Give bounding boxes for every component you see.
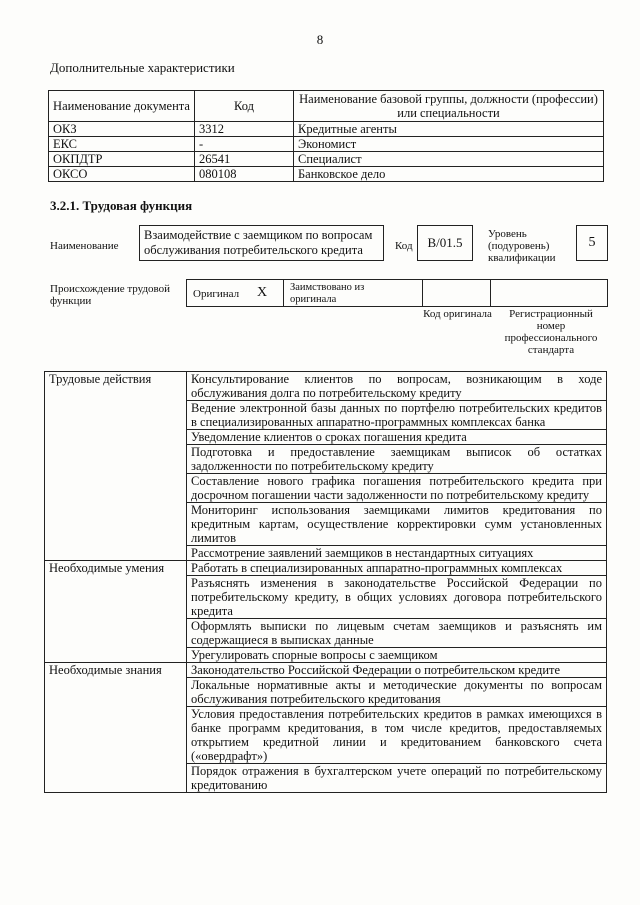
table-cell: Ведение электронной базы данных по портфелю потребительских кредитов в специализированных аппаратно-программных комплексах банка (187, 401, 607, 430)
table-cell: ОКПДТР (49, 152, 195, 167)
table-row (49, 137, 604, 152)
borrowed-label: Заимствовано из оригинала (290, 282, 365, 305)
qualification-level-label: Уровень (подуровень) квалификации (488, 228, 556, 264)
table-row (45, 663, 607, 678)
function-code-box: В/01.5 (417, 225, 473, 261)
table-cell: Локальные нормативные акты и методические документы по вопросам обслуживания потребительского кредитования (187, 678, 607, 707)
table-cell: Подготовка и предоставление заемщикам выписок об остатках задолженности по потребительскому кредиту (187, 445, 607, 474)
divider (422, 279, 423, 307)
labor-function-title: 3.2.1. Трудовая функция (50, 198, 193, 213)
header-group-name: Наименование базовой группы, должности (профессии) или специальности (294, 91, 604, 122)
table-cell: Мониторинг использования заемщиками лимитов кредитования по кредитным картам, осуществление корректировки сумм установленных лимитов (187, 503, 607, 546)
extra-characteristics-title: Дополнительные характеристики (50, 60, 235, 75)
table-cell: Уведомление клиентов о сроках погашения кредита (187, 430, 607, 445)
table-row (49, 152, 604, 167)
original-mark: X (257, 285, 268, 300)
table-cell: Банковское дело (294, 167, 604, 182)
table-cell: Разъяснять изменения в законодательстве Российской Федерации по потребительскому кредиту, в общих условиях договора потребительского кредита (187, 576, 607, 619)
table-cell: 26541 (195, 152, 294, 167)
table-cell: Работать в специализированных аппаратно-программных комплексах (187, 561, 607, 576)
header-document-name: Наименование документа (49, 91, 195, 122)
table-row (45, 561, 607, 576)
origin-box (186, 279, 608, 307)
table-cell: ОКЗ (49, 122, 195, 137)
table-cell: Оформлять выписки по лицевым счетам заемщиков и разъяснять им содержащиеся в выписках данные (187, 619, 607, 648)
table-row (49, 167, 604, 182)
category-required-skills: Необходимые умения (45, 561, 187, 663)
divider (490, 279, 491, 307)
table-row (45, 372, 607, 401)
table-cell: ЕКС (49, 137, 195, 152)
divider (283, 279, 284, 307)
table-cell: 080108 (195, 167, 294, 182)
extra-characteristics-table (48, 90, 604, 182)
header-code: Код (195, 91, 294, 122)
origin-label: Происхождение трудовой функции (50, 283, 171, 307)
qualification-level-box: 5 (576, 225, 608, 261)
table-cell: Консультирование клиентов по вопросам, возникающим в ходе обслуживания долга по потребительскому кредиту (187, 372, 607, 401)
table-cell: Специалист (294, 152, 604, 167)
table-cell: Порядок отражения в бухгалтерском учете операций по потребительскому кредитованию (187, 764, 607, 793)
registration-number-label: Регистрационный номер профессионального стандарта (504, 308, 598, 356)
table-cell: Урегулировать спорные вопросы с заемщиком (187, 648, 607, 663)
table-cell: Экономист (294, 137, 604, 152)
table-cell: ОКСО (49, 167, 195, 182)
code-label: Код (395, 240, 413, 252)
table-row (49, 122, 604, 137)
table-cell: 3312 (195, 122, 294, 137)
table-cell: Условия предоставления потребительских кредитов в рамках имеющихся в банке программ кредитования, в том числе кредитов, предоставляемых открытием кредитной линии и кредитованием банковского счета («овердрафт») (187, 707, 607, 764)
page-number: 8 (316, 32, 324, 47)
table-cell: Составление нового графика погашения потребительского кредита при досрочном погашении части задолженности по потребительскому кредиту (187, 474, 607, 503)
table-header-row (49, 91, 604, 122)
table-cell: - (195, 137, 294, 152)
function-name-box: Взаимодействие с заемщиком по вопросам обслуживания потребительского кредита (139, 225, 384, 261)
original-label: Оригинал (193, 288, 240, 300)
table-cell: Кредитные агенты (294, 122, 604, 137)
name-label: Наименование (50, 240, 119, 252)
category-labor-actions: Трудовые действия (45, 372, 187, 561)
table-cell: Рассмотрение заявлений заемщиков в нестандартных ситуациях (187, 546, 607, 561)
table-cell: Законодательство Российской Федерации о потребительском кредите (187, 663, 607, 678)
category-required-knowledge: Необходимые знания (45, 663, 187, 793)
code-original-label: Код оригинала (423, 308, 492, 320)
labor-duties-table (44, 371, 607, 793)
